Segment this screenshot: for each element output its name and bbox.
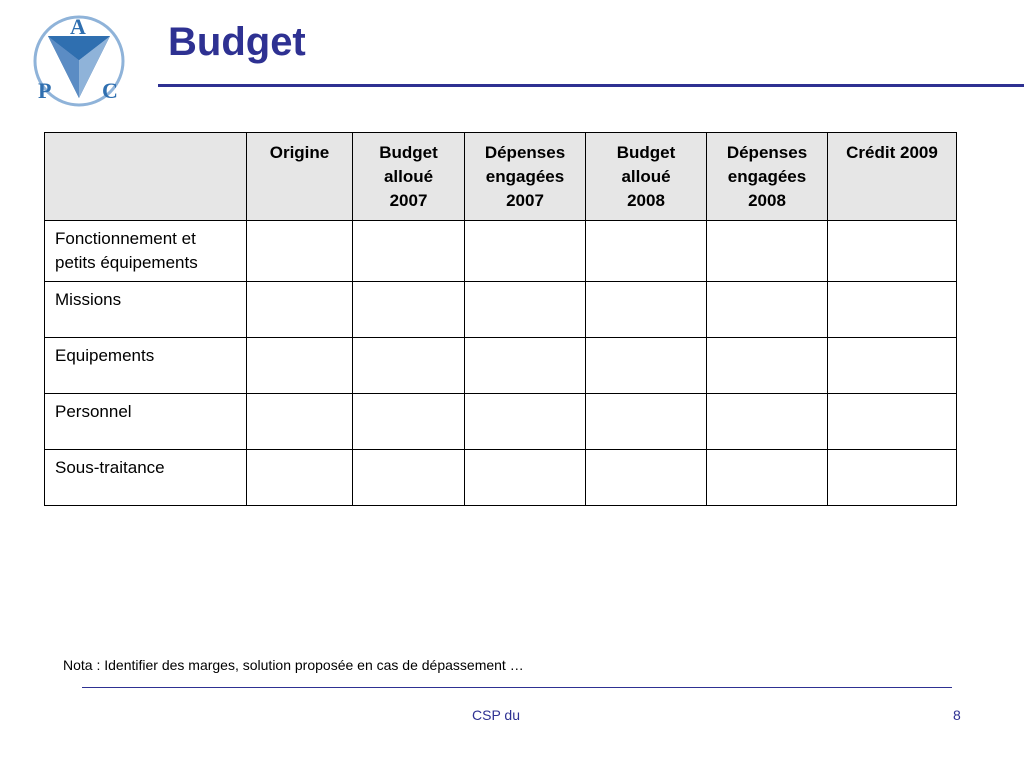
header-cell-origine (247, 133, 353, 221)
table-cell (828, 338, 957, 394)
table-cell (353, 450, 465, 506)
nota-text: Nota : Identifier des marges, solution proposée en cas de dépassement … (63, 657, 524, 673)
header-text: alloué (621, 166, 671, 186)
header-text: Budget (616, 143, 676, 162)
row-label-cell (45, 450, 247, 506)
header-text: 2007 (506, 190, 544, 210)
table-row (45, 394, 957, 450)
table-cell (707, 450, 828, 506)
header-text: 2008 (748, 190, 786, 210)
table-cell (353, 282, 465, 338)
header-text: Origine (269, 143, 330, 162)
table-cell (465, 282, 586, 338)
table-cell (586, 394, 707, 450)
table-row (45, 338, 957, 394)
header-text: engagées (727, 166, 807, 186)
table-cell (586, 221, 707, 282)
budget-table (44, 132, 957, 506)
row-label: petits équipements (55, 253, 198, 272)
row-label-cell (45, 221, 247, 282)
table-cell (707, 394, 828, 450)
table-cell (247, 338, 353, 394)
header-cell-blank (45, 133, 247, 221)
table-cell (586, 282, 707, 338)
row-label: Fonctionnement et (55, 229, 196, 248)
table-cell (828, 394, 957, 450)
table-cell (353, 221, 465, 282)
table-cell (586, 450, 707, 506)
table-cell (465, 450, 586, 506)
logo-letter-a: A (70, 14, 86, 39)
table-cell (828, 282, 957, 338)
table-cell (586, 338, 707, 394)
header-text: 2008 (627, 190, 665, 210)
apc-logo (28, 10, 130, 112)
table-row (45, 221, 957, 282)
row-label: Equipements (55, 346, 155, 365)
table-cell (465, 338, 586, 394)
table-cell (828, 450, 957, 506)
row-label-cell (45, 282, 247, 338)
table-header-row (45, 133, 957, 221)
logo-letter-p: P (38, 78, 52, 103)
footer-divider (82, 687, 952, 688)
header-text: engagées (485, 166, 565, 186)
table-cell (353, 394, 465, 450)
page-number: 8 (953, 707, 961, 723)
footer-text: CSP du (472, 707, 520, 723)
table-cell (465, 221, 586, 282)
header-text: Crédit 2009 (846, 143, 938, 162)
table-row (45, 282, 957, 338)
header-cell-depenses-2007 (465, 133, 586, 221)
header-cell-budget-2008 (586, 133, 707, 221)
table-cell (247, 394, 353, 450)
header-cell-budget-2007 (353, 133, 465, 221)
header-text: alloué (383, 166, 434, 186)
table-cell (465, 394, 586, 450)
row-label-cell (45, 394, 247, 450)
table-cell (247, 221, 353, 282)
header-cell-depenses-2008 (707, 133, 828, 221)
title-divider (158, 84, 1024, 87)
table-cell (707, 221, 828, 282)
table-row (45, 450, 957, 506)
row-label: Missions (55, 290, 122, 309)
table-cell (353, 338, 465, 394)
table-cell (828, 221, 957, 282)
table-cell (247, 282, 353, 338)
row-label: Sous-traitance (55, 458, 165, 477)
table-cell (707, 338, 828, 394)
table-cell (707, 282, 828, 338)
logo-letter-c: C (102, 78, 118, 103)
slide-title: Budget (168, 20, 306, 64)
header-cell-credit-2009 (828, 133, 957, 221)
row-label-cell (45, 338, 247, 394)
header-text: Dépenses (726, 143, 808, 162)
table-cell (247, 450, 353, 506)
header-text: 2007 (389, 190, 428, 210)
header-text: Budget (379, 143, 438, 162)
header-text: Dépenses (484, 143, 566, 162)
row-label: Personnel (55, 402, 132, 421)
